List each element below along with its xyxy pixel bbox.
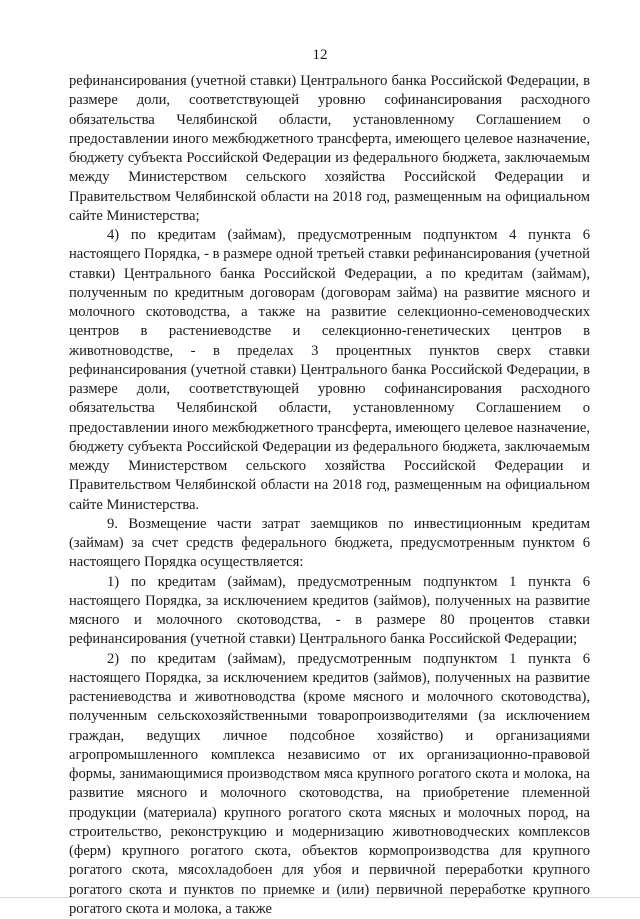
paragraph-continuation: рефинансирования (учетной ставки) Центрального банка Российской Федерации, в размере доли, соответствующей уровню софинансирования расходного обязательства Челябинской области, установленному Соглашением о предоставлении иного межбюджетного трансферта, имеющего целевое назначение, бюджету субъекта Российской Федерации из федерального бюджета, заключаемым между Министерством сельского хозяйства Российской Федерации и Правительством Челябинской области на 2018 год, размещенным на официальном сайте Министерства; [69, 72, 590, 226]
document-body [69, 72, 590, 919]
page-number: 12 [0, 46, 640, 64]
scan-edge-divider [0, 897, 640, 898]
paragraph-item-2: 2) по кредитам (займам), предусмотренным подпунктом 1 пункта 6 настоящего Порядка, за исключением кредитов (займов), полученных на развитие растениеводства и животноводства (кроме мясного и молочного скотоводства), полученным сельскохозяйственными товаропроизводителями (за исключением граждан, ведущих личное подсобное хозяйство) и организациями агропромышленного комплекса независимо от их организационно-правовой формы, занимающимися производством мяса крупного рогатого скота и молока, на развитие мясного и молочного скотоводства, на приобретение племенной продукции (материала) крупного рогатого скота мясных и молочных пород, на строительство, реконструкцию и модернизацию животноводческих комплексов (ферм) крупного рогатого скота, объектов кормопроизводства для крупного рогатого скота, мясохладобоен для убоя и первичной переработки крупного рогатого скота и пунктов по приемке и (или) первичной переработке крупного рогатого скота и молока, а также [69, 650, 590, 919]
paragraph-item-1: 1) по кредитам (займам), предусмотренным подпунктом 1 пункта 6 настоящего Порядка, за исключением кредитов (займов), полученных на развитие мясного и молочного скотоводства, - в размере 80 процентов ставки рефинансирования (учетной ставки) Центрального банка Российской Федерации; [69, 573, 590, 650]
paragraph-section-9: 9. Возмещение части затрат заемщиков по инвестиционным кредитам (займам) за счет средств федерального бюджета, предусмотренным пунктом 6 настоящего Порядка осуществляется: [69, 515, 590, 573]
paragraph-item-4: 4) по кредитам (займам), предусмотренным подпунктом 4 пункта 6 настоящего Порядка, - в размере одной третьей ставки рефинансирования (учетной ставки) Центрального банка Российской Федерации, а по кредитам (займам), полученным по кредитным договорам (договорам займа) на развитие мясного и молочного скотоводства, а также на развитие селекционно-семеноводческих центров в растениеводстве и селекционно-генетических центров в животноводстве, - в пределах 3 процентных пунктов сверх ставки рефинансирования (учетной ставки) Центрального банка Российской Федерации, в размере доли, соответствующей уровню софинансирования расходного обязательства Челябинской области, установленному Соглашением о предоставлении иного межбюджетного трансферта, имеющего целевое назначение, бюджету субъекта Российской Федерации из федерального бюджета, заключаемым между Министерством сельского хозяйства Российской Федерации и Правительством Челябинской области на 2018 год, размещенным на официальном сайте Министерства. [69, 226, 590, 515]
